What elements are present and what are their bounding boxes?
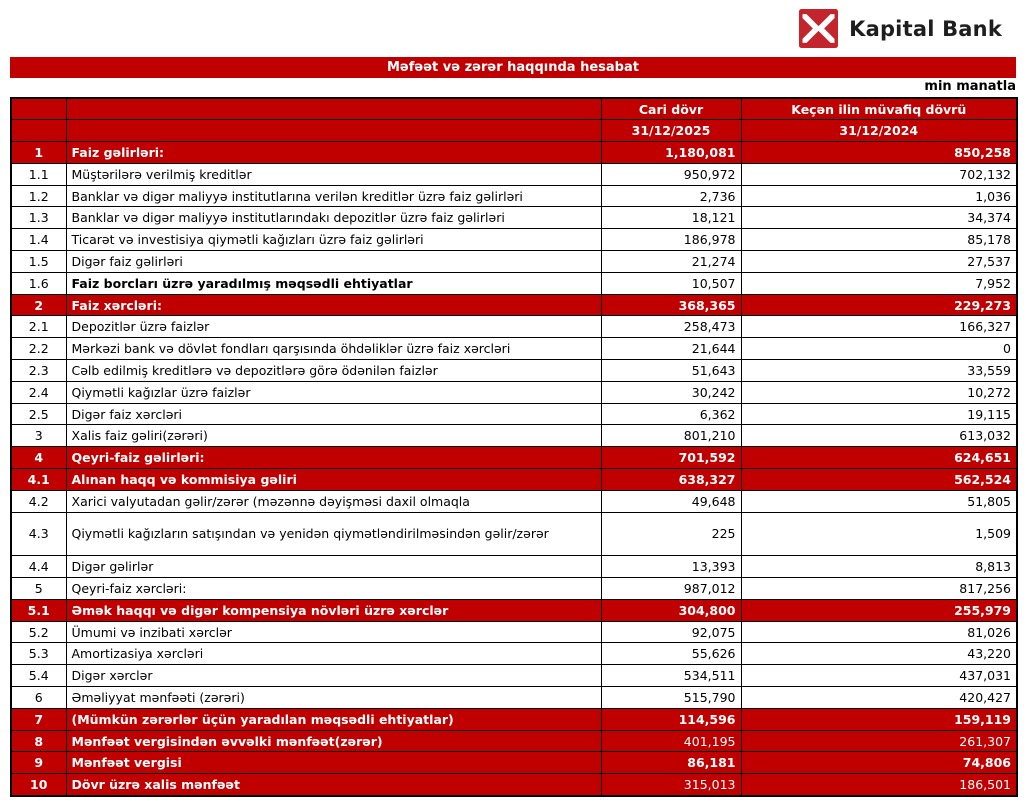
row-previous-value: 7,952 (741, 272, 1017, 294)
table-header (11, 98, 1017, 142)
row-label: Banklar və digər maliyyə institutlarına verilən kreditlər üzrə faiz gəlirləri (66, 185, 601, 207)
row-number: 5.1 (11, 599, 66, 621)
table-row (11, 229, 1017, 251)
row-previous-value: 159,119 (741, 708, 1017, 730)
row-number: 4.4 (11, 556, 66, 578)
table-row (11, 163, 1017, 185)
row-current-value: 225 (601, 512, 741, 556)
row-current-value: 55,626 (601, 643, 741, 665)
row-current-value: 1,180,081 (601, 142, 741, 164)
table-row (11, 360, 1017, 382)
row-number: 2 (11, 294, 66, 316)
row-label: Banklar və digər maliyyə institutlarındakı depozitlər üzrə faiz gəlirləri (66, 207, 601, 229)
row-label: Xalis faiz gəliri(zərəri) (66, 425, 601, 447)
table-row (11, 512, 1017, 556)
kapital-bank-logo-icon (799, 9, 838, 48)
row-number: 1.1 (11, 163, 66, 185)
row-number: 5.3 (11, 643, 66, 665)
row-previous-value: 19,115 (741, 403, 1017, 425)
row-current-value: 21,274 (601, 251, 741, 273)
header-previous-date: 31/12/2024 (741, 120, 1017, 142)
row-previous-value: 1,509 (741, 512, 1017, 556)
row-label: Faiz gəlirləri: (66, 142, 601, 164)
row-number: 8 (11, 730, 66, 752)
header-row-date (11, 120, 1017, 142)
row-label: Digər faiz gəlirləri (66, 251, 601, 273)
row-label: Dövr üzrə xalis mənfəət (66, 774, 601, 796)
table-row (11, 207, 1017, 229)
row-previous-value: 33,559 (741, 360, 1017, 382)
report-table-body (11, 142, 1017, 796)
row-previous-value: 74,806 (741, 752, 1017, 774)
row-current-value: 114,596 (601, 708, 741, 730)
row-current-value: 10,507 (601, 272, 741, 294)
row-current-value: 49,648 (601, 490, 741, 512)
table-row (11, 643, 1017, 665)
table-row (11, 294, 1017, 316)
row-number: 2.5 (11, 403, 66, 425)
row-previous-value: 255,979 (741, 599, 1017, 621)
row-previous-value: 51,805 (741, 490, 1017, 512)
table-row (11, 708, 1017, 730)
row-current-value: 21,644 (601, 338, 741, 360)
table-row (11, 687, 1017, 709)
row-label: Qeyri-faiz gəlirləri: (66, 447, 601, 469)
row-label: (Mümkün zərərlər üçün yaradılan məqsədli ehtiyatlar) (66, 708, 601, 730)
row-previous-value: 702,132 (741, 163, 1017, 185)
row-number: 7 (11, 708, 66, 730)
row-previous-value: 166,327 (741, 316, 1017, 338)
row-previous-value: 85,178 (741, 229, 1017, 251)
row-label: Cəlb edilmiş kreditlərə və depozitlərə görə ödənilən faizlər (66, 360, 601, 382)
row-number: 1.6 (11, 272, 66, 294)
row-previous-value: 186,501 (741, 774, 1017, 796)
row-previous-value: 613,032 (741, 425, 1017, 447)
row-current-value: 13,393 (601, 556, 741, 578)
row-label: Digər gəlirlər (66, 556, 601, 578)
table-row (11, 774, 1017, 796)
row-previous-value: 261,307 (741, 730, 1017, 752)
row-label: Ümumi və inzibati xərclər (66, 621, 601, 643)
row-previous-value: 850,258 (741, 142, 1017, 164)
header-empty-label (66, 98, 601, 120)
header-empty-no-2 (11, 120, 66, 142)
table-row (11, 730, 1017, 752)
report-title: Məfəət və zərər haqqında hesabat (387, 60, 639, 75)
row-label: Ticarət və investisiya qiymətli kağızları üzrə faiz gəlirləri (66, 229, 601, 251)
unit-note: min manatla (924, 79, 1016, 94)
row-number: 4.3 (11, 512, 66, 556)
row-previous-value: 562,524 (741, 469, 1017, 491)
row-label: Qiymətli kağızlar üzrə faizlər (66, 381, 601, 403)
row-current-value: 368,365 (601, 294, 741, 316)
row-previous-value: 10,272 (741, 381, 1017, 403)
row-label: Faiz xərcləri: (66, 294, 601, 316)
table-row (11, 621, 1017, 643)
row-label: Müştərilərə verilmiş kreditlər (66, 163, 601, 185)
row-previous-value: 1,036 (741, 185, 1017, 207)
table-row (11, 251, 1017, 273)
table-row (11, 578, 1017, 600)
row-current-value: 950,972 (601, 163, 741, 185)
row-current-value: 30,242 (601, 381, 741, 403)
table-row (11, 556, 1017, 578)
header-empty-no (11, 98, 66, 120)
row-previous-value: 81,026 (741, 621, 1017, 643)
row-current-value: 6,362 (601, 403, 741, 425)
row-label: Digər faiz xərcləri (66, 403, 601, 425)
table-row (11, 381, 1017, 403)
row-label: Depozitlər üzrə faizlər (66, 316, 601, 338)
row-number: 4.2 (11, 490, 66, 512)
kapital-bank-logo (799, 9, 1002, 48)
row-label: Qiymətli kağızların satışından və yenidən qiymətləndirilməsindən gəlir/zərər (66, 512, 601, 556)
row-current-value: 701,592 (601, 447, 741, 469)
row-number: 5.4 (11, 665, 66, 687)
row-number: 1.4 (11, 229, 66, 251)
table-row (11, 142, 1017, 164)
row-previous-value: 624,651 (741, 447, 1017, 469)
row-number: 5.2 (11, 621, 66, 643)
report-title-banner (10, 57, 1016, 78)
row-current-value: 86,181 (601, 752, 741, 774)
table-row (11, 316, 1017, 338)
row-number: 10 (11, 774, 66, 796)
row-previous-value: 0 (741, 338, 1017, 360)
table-row (11, 599, 1017, 621)
header-empty-label-2 (66, 120, 601, 142)
table-row (11, 425, 1017, 447)
row-label: Faiz borcları üzrə yaradılmış məqsədli ehtiyatlar (66, 272, 601, 294)
table-row (11, 403, 1017, 425)
row-number: 2.4 (11, 381, 66, 403)
row-number: 1 (11, 142, 66, 164)
row-label: Amortizasiya xərcləri (66, 643, 601, 665)
row-current-value: 2,736 (601, 185, 741, 207)
row-previous-value: 229,273 (741, 294, 1017, 316)
table-row (11, 469, 1017, 491)
table-row (11, 338, 1017, 360)
row-current-value: 987,012 (601, 578, 741, 600)
row-number: 6 (11, 687, 66, 709)
row-current-value: 186,978 (601, 229, 741, 251)
row-previous-value: 817,256 (741, 578, 1017, 600)
row-current-value: 92,075 (601, 621, 741, 643)
table-row (11, 490, 1017, 512)
header-row-period (11, 98, 1017, 120)
row-label: Mərkəzi bank və dövlət fondları qarşısında öhdəliklər üzrə faiz xərcləri (66, 338, 601, 360)
table-row (11, 447, 1017, 469)
row-label: Əmək haqqı və digər kompensiya növləri üzrə xərclər (66, 599, 601, 621)
row-number: 4.1 (11, 469, 66, 491)
row-current-value: 401,195 (601, 730, 741, 752)
row-number: 3 (11, 425, 66, 447)
table-row (11, 665, 1017, 687)
row-label: Mənfəət vergisindən əvvəlki mənfəət(zərər) (66, 730, 601, 752)
row-number: 1.2 (11, 185, 66, 207)
row-number: 5 (11, 578, 66, 600)
row-current-value: 304,800 (601, 599, 741, 621)
row-previous-value: 8,813 (741, 556, 1017, 578)
row-current-value: 515,790 (601, 687, 741, 709)
row-label: Alınan haqq və kommisiya gəliri (66, 469, 601, 491)
row-label: Digər xərclər (66, 665, 601, 687)
row-number: 9 (11, 752, 66, 774)
row-current-value: 18,121 (601, 207, 741, 229)
row-label: Xarici valyutadan gəlir/zərər (məzənnə dəyişməsi daxil olmaqla (66, 490, 601, 512)
row-label: Qeyri-faiz xərcləri: (66, 578, 601, 600)
row-previous-value: 27,537 (741, 251, 1017, 273)
table-row (11, 272, 1017, 294)
row-current-value: 51,643 (601, 360, 741, 382)
row-current-value: 315,013 (601, 774, 741, 796)
logo-text: Kapital Bank (849, 16, 1002, 41)
profit-loss-table (10, 97, 1018, 797)
row-current-value: 801,210 (601, 425, 741, 447)
row-previous-value: 437,031 (741, 665, 1017, 687)
table-row (11, 752, 1017, 774)
row-number: 2.1 (11, 316, 66, 338)
row-previous-value: 420,427 (741, 687, 1017, 709)
row-previous-value: 43,220 (741, 643, 1017, 665)
header-current-period: Cari dövr (601, 98, 741, 120)
row-number: 4 (11, 447, 66, 469)
row-label: Mənfəət vergisi (66, 752, 601, 774)
row-current-value: 638,327 (601, 469, 741, 491)
header-previous-period: Keçən ilin müvafiq dövrü (741, 98, 1017, 120)
header-current-date: 31/12/2025 (601, 120, 741, 142)
table-row (11, 185, 1017, 207)
row-number: 1.3 (11, 207, 66, 229)
row-label: Əməliyyat mənfəəti (zərəri) (66, 687, 601, 709)
row-current-value: 258,473 (601, 316, 741, 338)
row-number: 2.3 (11, 360, 66, 382)
row-current-value: 534,511 (601, 665, 741, 687)
row-number: 1.5 (11, 251, 66, 273)
row-previous-value: 34,374 (741, 207, 1017, 229)
row-number: 2.2 (11, 338, 66, 360)
